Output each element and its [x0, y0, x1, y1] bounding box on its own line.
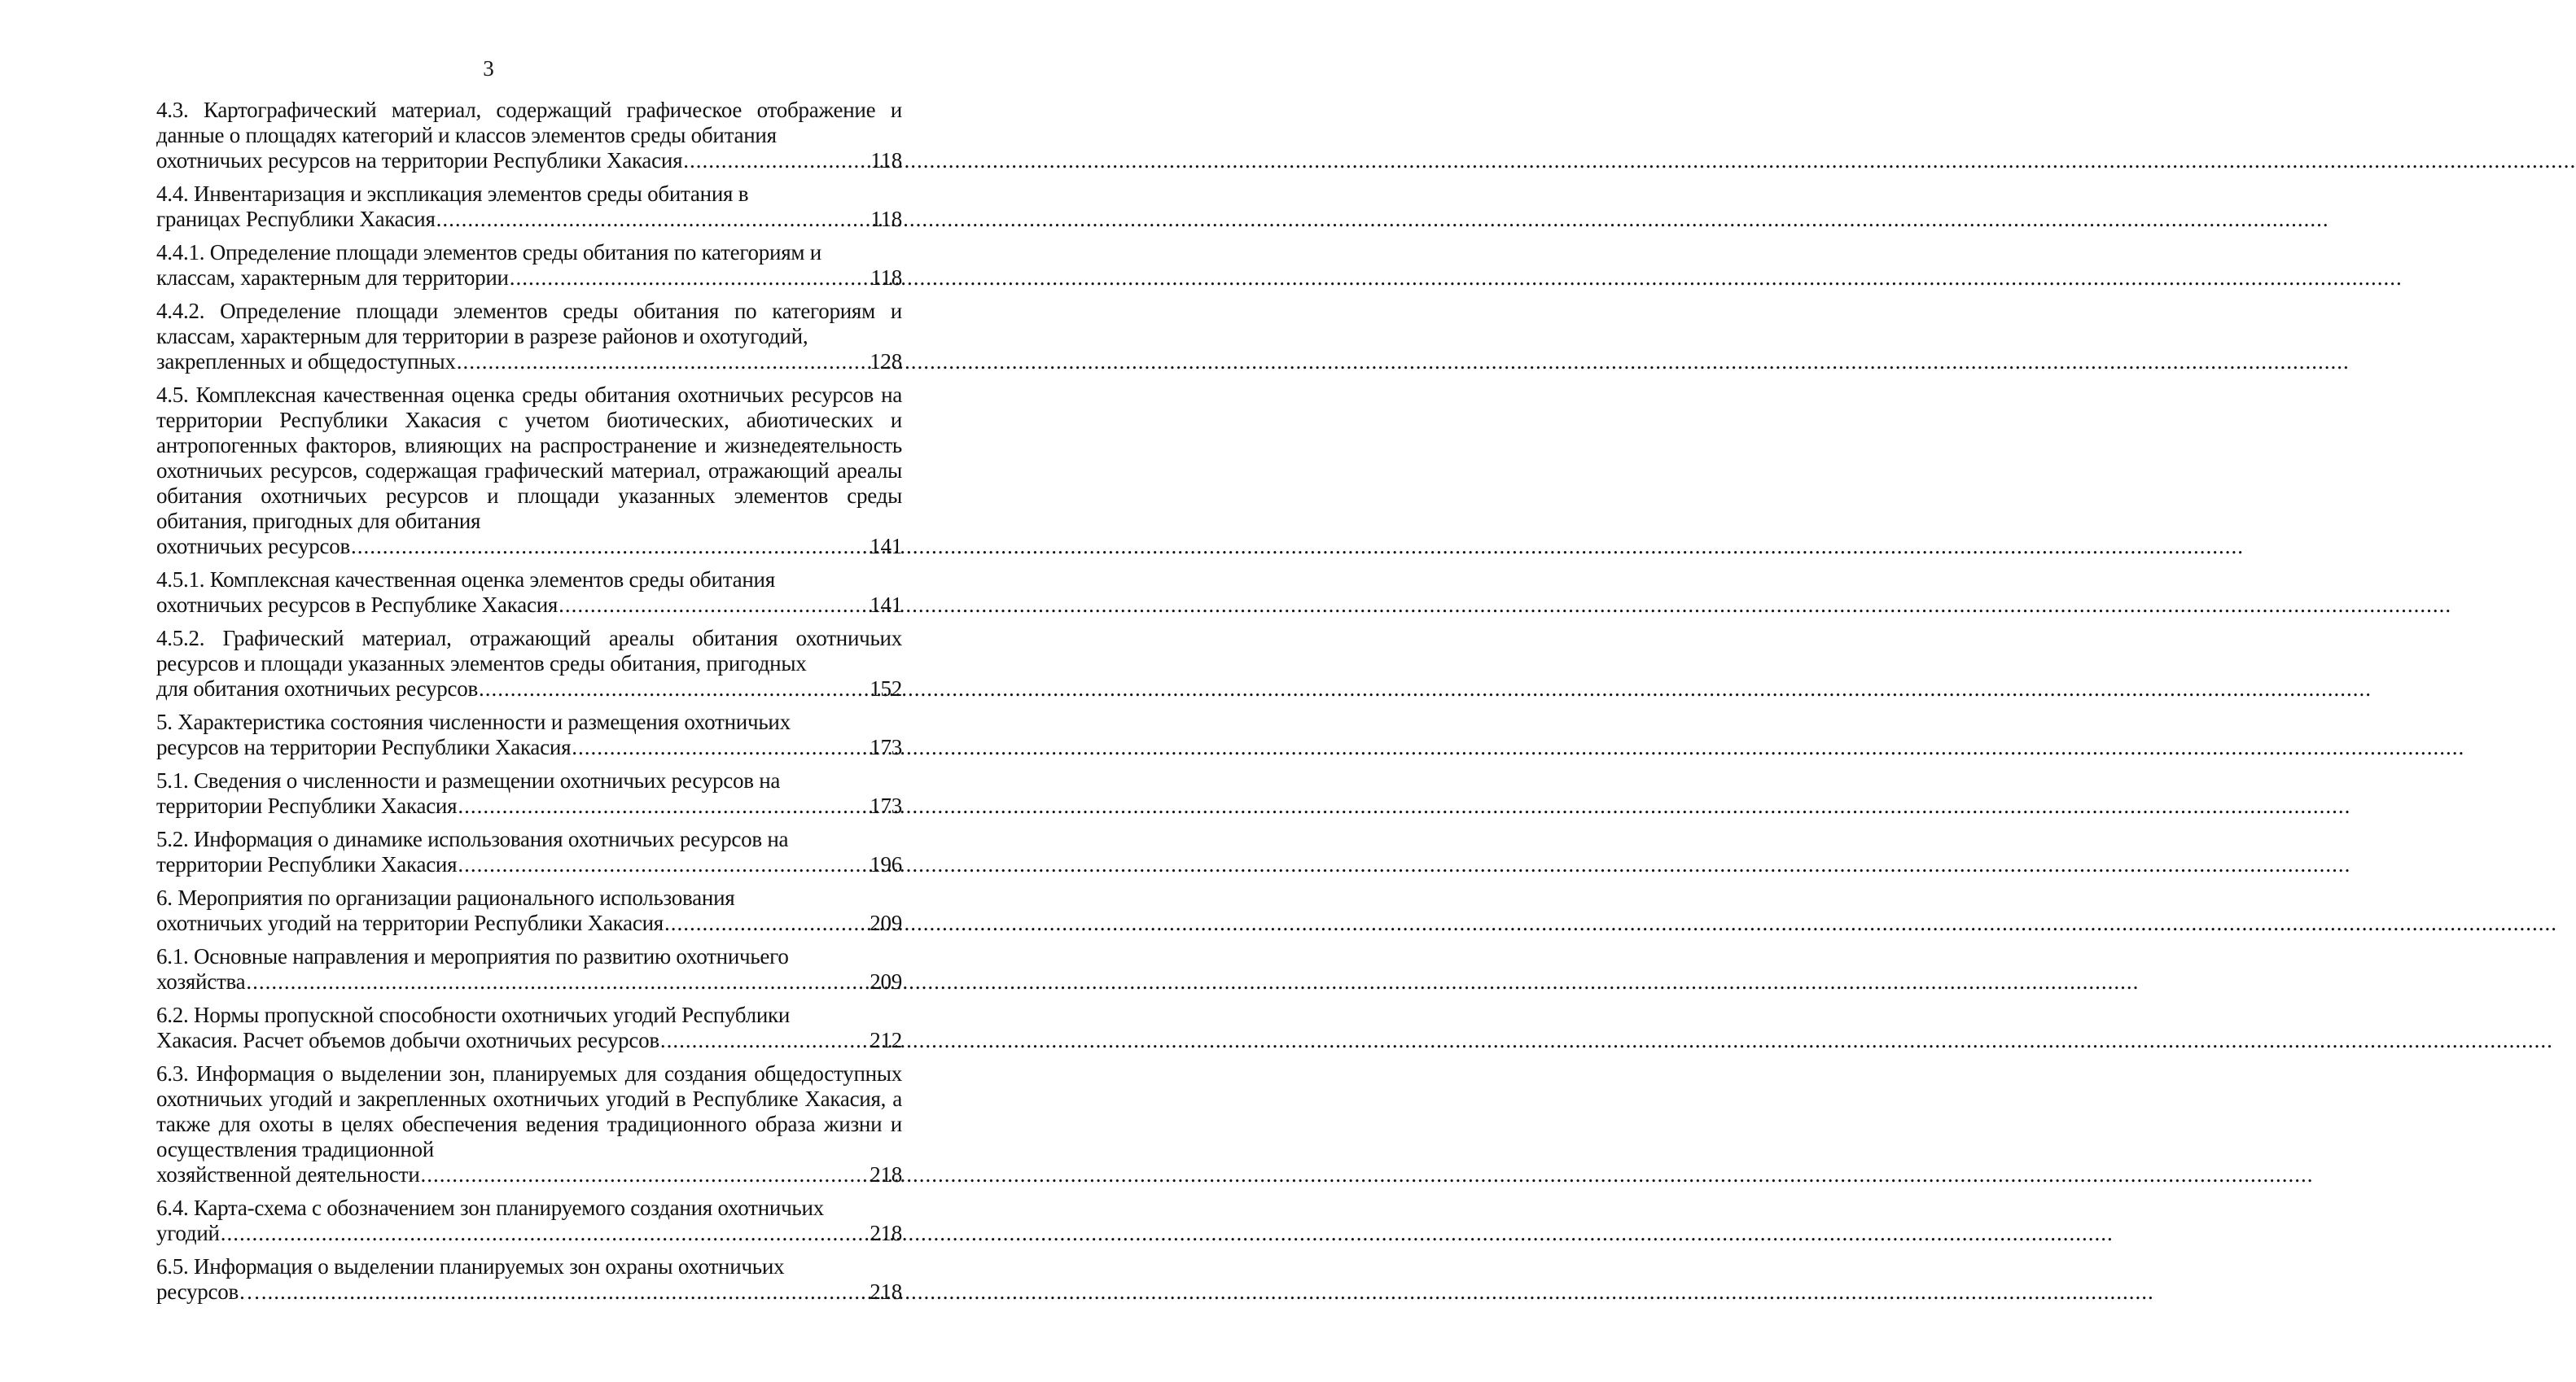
- toc-entry-last-text: охотничьих ресурсов: [156, 534, 350, 558]
- toc-page-ref: 212: [870, 1028, 902, 1052]
- toc-entry-4-5-1: [156, 567, 902, 618]
- toc-entry-last-text: границах Республики Хакасия: [156, 207, 436, 231]
- toc-page-ref: 118: [870, 265, 902, 290]
- dot-leader: [351, 534, 869, 559]
- dot-leader: [664, 911, 869, 936]
- toc-entry-last-text: охотничьих ресурсов в Республике Хакасия: [156, 593, 559, 617]
- toc-entry-text: 5. Характеристика состояния численности и размещения охотничьих: [156, 710, 791, 734]
- toc-entry-text: 4.5.2. Графический материал, отражающий ареалы обитания охотничьих ресурсов и площади указанных элементов среды обитания, пригодных: [156, 626, 902, 676]
- toc-entry-last-text: угодий: [156, 1221, 220, 1245]
- toc-page-ref: 118: [870, 148, 902, 173]
- table-of-contents: [156, 98, 902, 1313]
- toc-entry-last-text: охотничьих угодий на территории Республики Хакасия: [156, 911, 664, 935]
- toc-entry-last-text: хозяйственной деятельности: [156, 1162, 420, 1187]
- toc-entry-4-5-2: [156, 626, 902, 702]
- toc-entry-last-line: [156, 534, 902, 559]
- toc-entry-last-text: территории Республики Хакасия: [156, 794, 458, 818]
- toc-entry-text: 5.1. Сведения о численности и размещении охотничьих ресурсов на: [156, 768, 781, 793]
- toc-page-ref: 209: [870, 911, 902, 935]
- toc-entry-text: 4.4.1. Определение площади элементов среды обитания по категориям и: [156, 240, 821, 265]
- toc-entry-4-5: [156, 383, 902, 559]
- toc-entry-text: 4.3. Картографический материал, содержащий графическое отображение и данные о площадях категорий и классов элементов среды обитания: [156, 98, 902, 147]
- toc-entry-text: 6.5. Информация о выделении планируемых зон охраны охотничьих: [156, 1254, 785, 1279]
- page-number: 3: [483, 56, 494, 81]
- toc-entry-last-line: [156, 1221, 902, 1246]
- toc-page-ref: 218: [870, 1279, 902, 1304]
- toc-entry-last-text: закрепленных и общедоступных: [156, 349, 456, 374]
- toc-entry-last-line: [156, 794, 902, 819]
- toc-entry-4-3: [156, 98, 902, 173]
- toc-entry-4-4-2: [156, 299, 902, 374]
- toc-entry-text: 4.5. Комплексная качественная оценка среды обитания охотничьих ресурсов на территории Республики Хакасия с учетом биотических, абиотических и антропогенных факторов, влияющих на распространение и жизнедеятельность охотничьих ресурсов, содержащая графический материал, отражающий ареалы обитания охотничьих ресурсов и площади указанных элементов среды обитания, пригодных для обитания: [156, 383, 902, 533]
- toc-entry-last-text: для обитания охотничьих ресурсов: [156, 676, 478, 701]
- toc-entry-text: 6.3. Информация о выделении зон, планируемых для создания общедоступных охотничьих угодий и закрепленных охотничьих угодий в Республике Хакасия, а также для охоты в целях обеспечения ведения традиционного образа жизни и осуществления традиционной: [156, 1061, 902, 1161]
- toc-entry-last-line: [156, 1162, 902, 1187]
- dot-leader: [479, 676, 869, 702]
- toc-entry-last-line: [156, 593, 902, 618]
- dot-leader: [683, 148, 870, 173]
- toc-entry-text: 4.4. Инвентаризация и экспликация элементов среды обитания в: [156, 181, 749, 206]
- toc-entry-last-text: классам, характерным для территории: [156, 265, 509, 290]
- toc-page-ref: 173: [870, 794, 902, 818]
- toc-entry-text: 6.2. Нормы пропускной способности охотничьих угодий Республики: [156, 1003, 791, 1027]
- toc-page-ref: 196: [870, 852, 902, 877]
- toc-entry-last-text: Хакасия. Расчет объемов добычи охотничьих ресурсов: [156, 1028, 659, 1052]
- toc-entry-last-line: [156, 911, 902, 936]
- toc-entry-5: [156, 710, 902, 760]
- toc-entry-4-4-1: [156, 240, 902, 291]
- toc-entry-last-text: ресурсов…: [156, 1279, 261, 1304]
- toc-page-ref: 152: [870, 676, 902, 701]
- toc-entry-last-text: ресурсов на территории Республики Хакасия: [156, 735, 572, 759]
- dot-leader: [458, 794, 869, 819]
- toc-entry-text: 4.5.1. Комплексная качественная оценка элементов среды обитания: [156, 567, 775, 592]
- toc-entry-last-line: [156, 349, 902, 374]
- dot-leader: [421, 1162, 870, 1187]
- dot-leader: [458, 852, 869, 877]
- toc-entry-text: 6.4. Карта-схема с обозначением зон планируемого создания охотничьих: [156, 1196, 824, 1220]
- toc-entry-last-line: [156, 1279, 902, 1305]
- toc-entry-last-line: [156, 1028, 902, 1053]
- dot-leader: [221, 1221, 869, 1246]
- dot-leader: [559, 593, 869, 618]
- toc-entry-last-line: [156, 852, 902, 877]
- toc-page-ref: 128: [870, 349, 902, 374]
- toc-entry-text: 6.1. Основные направления и мероприятия по развитию охотничьего: [156, 944, 789, 969]
- toc-page-ref: 218: [870, 1162, 902, 1187]
- toc-entry-text: 4.4.2. Определение площади элементов среды обитания по категориям и классам, характерным для территории в разрезе районов и охотугодий,: [156, 299, 902, 348]
- toc-entry-6-1: [156, 944, 902, 995]
- dot-leader: [510, 265, 870, 291]
- dot-leader: [660, 1028, 869, 1053]
- toc-entry-6-3: [156, 1061, 902, 1187]
- toc-entry-5-2: [156, 827, 902, 877]
- toc-entry-last-line: [156, 148, 902, 173]
- dot-leader: [246, 969, 869, 995]
- toc-entry-last-line: [156, 969, 902, 995]
- dot-leader: [261, 1279, 869, 1305]
- dot-leader: [457, 349, 870, 374]
- toc-page-ref: 118: [870, 207, 902, 231]
- dot-leader: [572, 735, 869, 760]
- toc-page-ref: 209: [870, 969, 902, 994]
- toc-entry-last-text: территории Республики Хакасия: [156, 852, 458, 877]
- toc-entry-4-4: [156, 181, 902, 232]
- toc-entry-last-line: [156, 207, 902, 232]
- toc-entry-last-line: [156, 676, 902, 702]
- toc-page-ref: 141: [870, 593, 902, 617]
- toc-entry-6-4: [156, 1196, 902, 1246]
- toc-entry-last-line: [156, 735, 902, 760]
- toc-entry-text: 6. Мероприятия по организации рационального использования: [156, 886, 735, 910]
- toc-page-ref: 141: [870, 534, 902, 558]
- toc-entry-text: 5.2. Информация о динамике использования охотничьих ресурсов на: [156, 827, 789, 851]
- toc-page-ref: 173: [870, 735, 902, 759]
- toc-entry-6: [156, 886, 902, 936]
- toc-entry-5-1: [156, 768, 902, 819]
- toc-entry-6-2: [156, 1003, 902, 1053]
- toc-entry-last-text: хозяйства: [156, 969, 246, 994]
- toc-entry-last-line: [156, 265, 902, 291]
- toc-entry-last-text: охотничьих ресурсов на территории Республики Хакасия: [156, 148, 683, 173]
- dot-leader: [436, 207, 870, 232]
- toc-entry-6-5: [156, 1254, 902, 1305]
- toc-page-ref: 218: [870, 1221, 902, 1245]
